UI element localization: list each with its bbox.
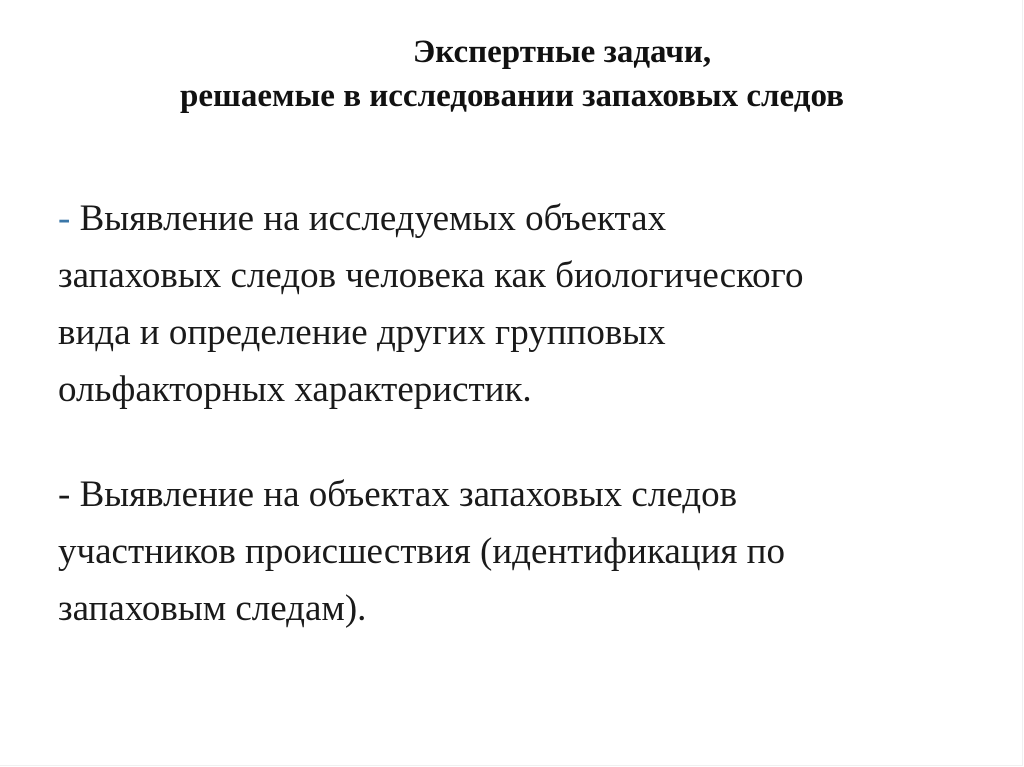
task-item-1-dash: - <box>58 198 71 239</box>
task-item-2 <box>58 466 785 637</box>
task-item-1-line-1 <box>58 190 803 247</box>
title-line-2: решаемые в исследовании запаховых следов <box>180 78 844 114</box>
task-item-2-line-1 <box>58 466 785 523</box>
task-item-2-text-1: Выявление на объектах запаховых следов <box>70 474 738 515</box>
task-item-2-line-3: запаховым следам). <box>58 588 367 629</box>
task-item-2-dash: - <box>58 474 71 515</box>
task-item-1-line-3: вида и определение других групповых <box>58 312 666 353</box>
task-item-2-line-2: участников происшествия (идентификация по <box>58 531 785 572</box>
task-item-1-line-2: запаховых следов человека как биологического <box>58 255 804 296</box>
slide-title <box>40 30 984 118</box>
title-line-1: Экспертные задачи, <box>412 34 712 70</box>
task-item-1-line-4: ольфакторных характеристик. <box>58 369 532 410</box>
task-item-1 <box>58 190 803 418</box>
task-item-1-text-1: Выявление на исследуемых объектах <box>70 198 667 239</box>
